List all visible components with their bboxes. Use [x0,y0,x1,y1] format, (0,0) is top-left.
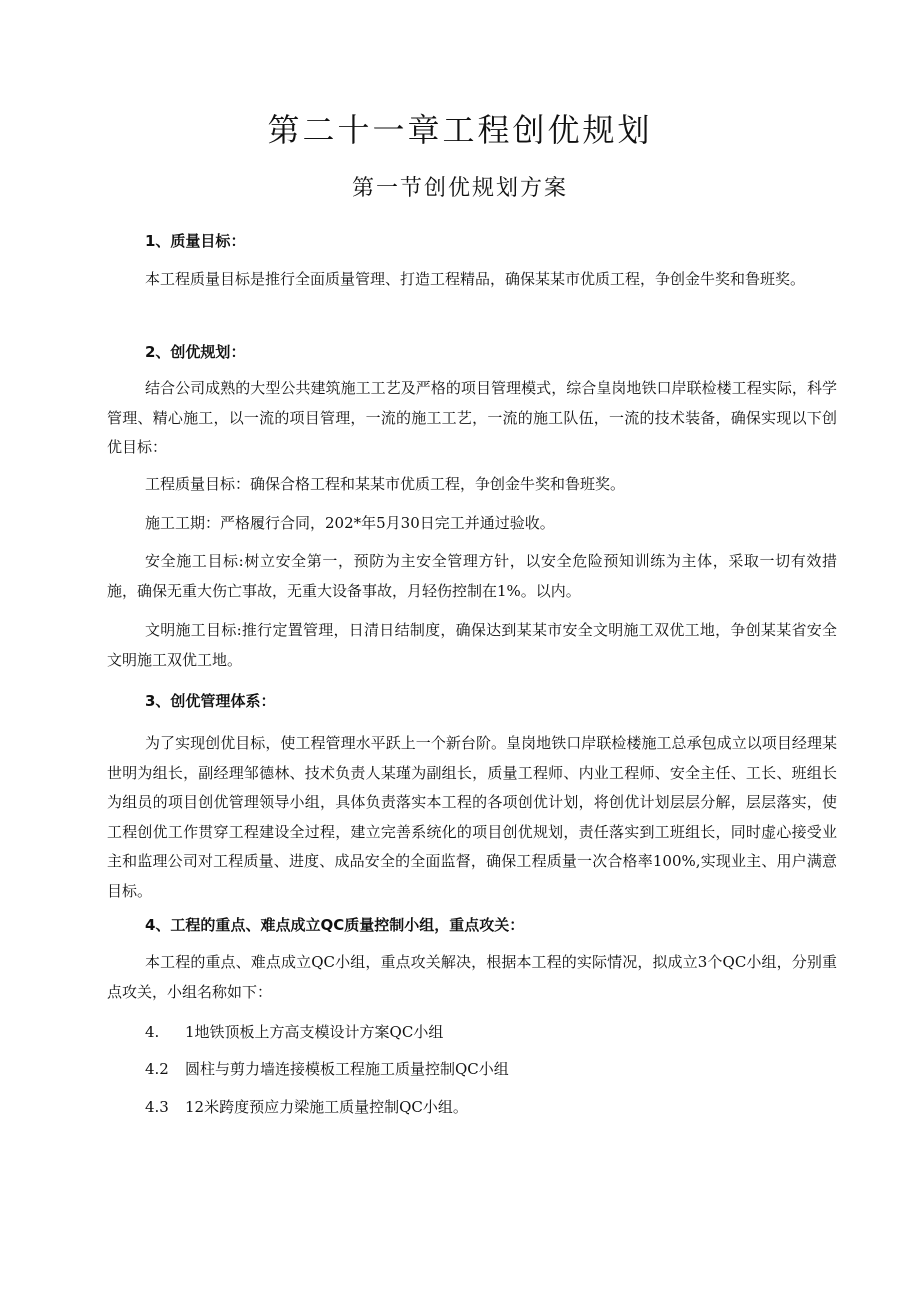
paragraph-management-system: 为了实现创优目标，使工程管理水平跃上一个新台阶。皇岗地铁口岸联检楼施工总承包成立以项目经理某世明为组长，副经理邹德林、技术负责人某瑾为副组长，质量工程师、内业工程师、安全主任、工长、班组长为组员的项目创优管理领导小组，具体负责落实本工程的各项创优计划，将创优计划层层分解，层层落实，使工程创优工作贯穿工程建设全过程，建立完善系统化的项目创优规划，责任落实到工班组长，同时虚心接受业主和监理公司对工程质量、进度、成品安全的全面监督，确保工程质量一次合格率100%,实现业主、用户满意目标。 [107,734,837,900]
qc-group-number: 4. [145,1023,160,1041]
chapter-title: 第二十一章工程创优规划 [267,111,653,149]
heading-quality-goal: 1、质量目标： [145,232,246,250]
section-title: 第一节创优规划方案 [351,176,568,201]
qc-group-text: 圆柱与剪力墙连接模板工程施工质量控制QC小组 [185,1060,509,1078]
heading-excellence-plan: 2、创优规划： [145,343,246,361]
paragraph-qc-groups: 本工程的重点、难点成立QC小组，重点攻关解决，根据本工程的实际情况，拟成立3个QC小组，分别重点攻关，小组名称如下： [107,953,837,1001]
qc-group-item [107,1021,875,1043]
heading-qc-groups: 4、工程的重点、难点成立QC质量控制小组，重点攻关： [145,916,525,934]
paragraph-quality-goal: 本工程质量目标是推行全面质量管理、打造工程精品，确保某某市优质工程，争创金牛奖和鲁班奖。 [145,270,806,288]
qc-group-text: 12米跨度预应力梁施工质量控制QC小组。 [185,1098,468,1116]
paragraph-goal-civil: 文明施工目标:推行定置管理，日清日结制度，确保达到某某市安全文明施工双优工地，争创某某省安全文明施工双优工地。 [107,621,837,669]
paragraph-goal-schedule: 施工工期：严格履行合同，202*年5月30日完工并通过验收。 [145,514,555,532]
qc-group-item [107,1058,875,1080]
qc-group-number: 4.3 [145,1098,169,1116]
paragraph-goal-safety: 安全施工目标:树立安全第一，预防为主安全管理方针，以安全危险预知训练为主体，采取一切有效措施，确保无重大伤亡事故，无重大设备事故，月轻伤控制在1%。以内。 [107,552,837,600]
heading-management-system: 3、创优管理体系： [145,692,276,710]
qc-group-item [107,1096,875,1118]
paragraph-goal-quality: 工程质量目标：确保合格工程和某某市优质工程，争创金牛奖和鲁班奖。 [145,475,626,493]
qc-group-number: 4.2 [145,1060,169,1078]
paragraph-excellence-plan: 结合公司成熟的大型公共建筑施工工艺及严格的项目管理模式，综合皇岗地铁口岸联检楼工程实际，科学管理、精心施工，以一流的项目管理，一流的施工工艺，一流的施工队伍，一流的技术装备，确保实现以下创优目标： [107,379,837,456]
qc-group-text: 1地铁顶板上方高支模设计方案QC小组 [185,1023,444,1041]
